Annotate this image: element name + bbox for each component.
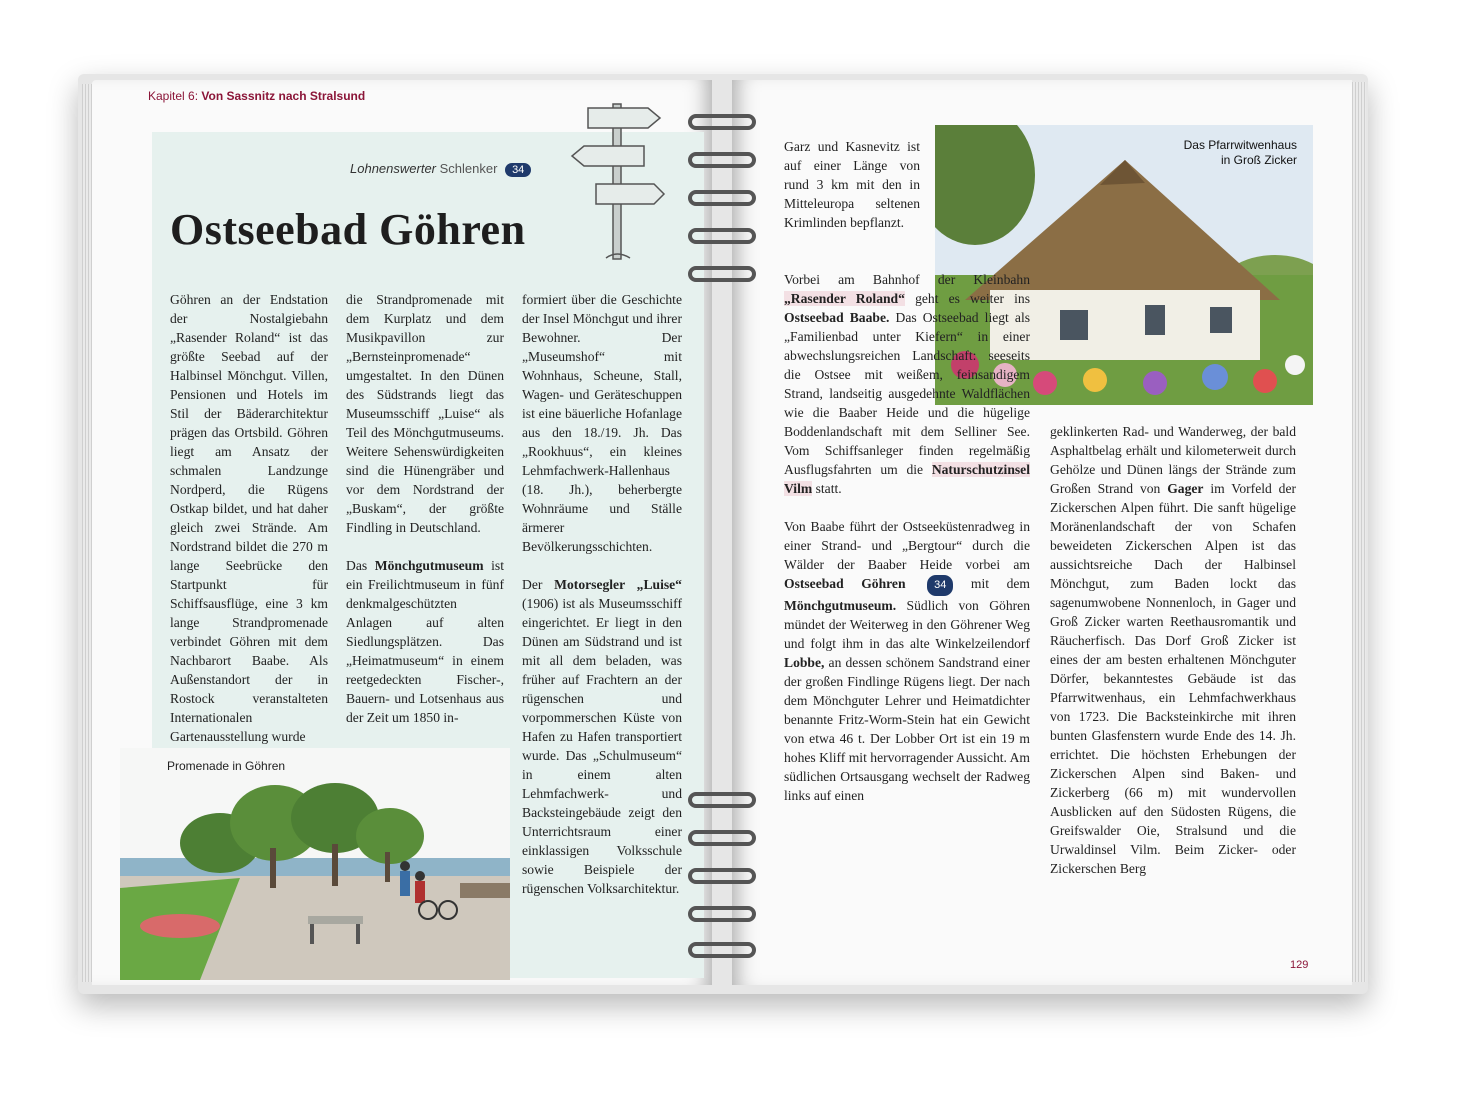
- text-column-4a: [784, 137, 920, 251]
- text-run: geklinkerten Rad- und Wanderweg, der bald Asphaltbelag erhält und kilometerweit durch Gehölze und Dünen längs der Strände zum Großen Strand von: [1050, 424, 1296, 496]
- text-run: Vorbei am Bahnhof der Kleinbahn: [784, 272, 1030, 287]
- binding-ring: [688, 790, 756, 810]
- kicker: [350, 161, 531, 177]
- chapter-header: [148, 89, 365, 103]
- text-column-4: [784, 270, 1030, 824]
- route-badge: 34: [927, 575, 953, 596]
- paragraph: [346, 556, 504, 727]
- binding-ring: [688, 226, 756, 246]
- paragraph: [522, 575, 682, 898]
- binding-ring: [688, 150, 756, 170]
- page-number: 129: [1290, 959, 1309, 971]
- text-run: Das: [346, 558, 368, 573]
- text-run: mit dem: [970, 576, 1030, 591]
- chapter-prefix: Kapitel 6:: [148, 89, 199, 103]
- kicker-regular: Schlenker: [439, 161, 498, 176]
- text-run: Der: [522, 577, 543, 592]
- caption-right-line1: Das Pfarrwitwenhaus: [1183, 138, 1297, 152]
- caption-right: [1184, 138, 1297, 168]
- caption-right-line2: in Groß Zicker: [1220, 153, 1297, 167]
- binding-ring: [688, 940, 756, 960]
- route-badge: 34: [505, 163, 531, 177]
- text-bold: Ostseebad Baabe.: [784, 310, 890, 325]
- text-column-2: [346, 290, 504, 746]
- paragraph: die Strandpromenade mit dem Kurplatz und dem Musikpavillon zur „Bernsteinpromenade“ umgestaltet. In den Dünen des Südstrands liegt das Museumsschiff „Luise“ als Teil des Mönchgutmuseums. Weitere Sehenswürdigkeiten sind die Hünengräber und vor dem Nordstrand der „Buskam“, der größte Findling in Deutschland.: [346, 292, 504, 535]
- text-bold: Mönchgutmuseum.: [784, 598, 897, 613]
- text-run: geht es weiter ins: [915, 291, 1030, 306]
- text-run: Von Baabe führt der Ostseeküstenradweg in einer Strand- und „Bergtour“ durch die Wälder der Baaber Heide vorbei am: [784, 519, 1030, 572]
- text-column-1: [170, 290, 328, 765]
- binding-ring: [688, 188, 756, 208]
- highlight-link[interactable]: „Rasender Roland“: [784, 291, 905, 306]
- text-bold: Gager: [1167, 481, 1204, 496]
- paragraph: formiert über die Geschichte der Insel Mönchgut und ihrer Bewohner. Der „Museumshof“ mit Wohnhaus, Scheune, Stall, Wagen- und Geräteschuppen ist eine bäuerliche Hofanlage aus den 18./19. Jh. Das „Rookhuus“, ein kleines Lehmfachwerk-Hallenhaus (18. Jh.), beherbergte Wohnräume und Ställe ärmerer Bevölkerungsschichten.: [522, 292, 682, 554]
- text-run: (1906) ist als Museumsschiff eingerichtet. Er liegt in den Dünen am Südstrand und ist mit all dem beladen, was früher auf Frachtern an der rügenschen und vorpommerschen Küste von Hafen zu Hafen transportiert wurde. Das „Schulmuseum“ in einem alten Lehmfachwerk- und Backsteingebäude zeigt den Unterrichtsraum einer einklassigen Volksschule sowie Beispiele der rügenschen Volksarchitektur.: [522, 596, 682, 896]
- text-run: Das Ostseebad liegt als „Familienbad unter Kiefern“ in einer abwechslungsreichen Landschaft: seeseits die Ostsee mit weißem, feinsandigem Strand, landseitig ausgedehnte Waldflächen wie die Baaber Heide und die hügelige Boddenlandschaft mit dem Selliner See. Vom Schiffsanleger finden regelmäßig Ausflugsfahrten um die: [784, 310, 1031, 477]
- text-column-5: [1050, 422, 1296, 897]
- text-run: statt.: [815, 481, 842, 496]
- paragraph: Garz und Kasnevitz ist auf einer Länge von rund 3 km mit den in Mitteleuropa seltenen Krimlinden bepflanzt.: [784, 139, 920, 230]
- text-column-3: [522, 290, 682, 917]
- text-run: im Vorfeld der Zickerschen Alpen führt. Die sanft hügelige Moränenlandschaft der von Schafen beweideten Zickerschen Alpen ist das aussichtsreiche Dach der Halbinsel Mönchgut, zum Baden lockt das sagenumwobene Nonnenloch, in Gager und Groß Zicker warten Reethausromantik und Räucherfisch. Das Dorf Groß Zicker ist eines der am besten erhaltenen Mönchguter Dörfer, bekanntestes Gebäude ist das Pfarrwitwenhaus, ein Lehmfachwerkhaus von 1723. Die Backsteinkirche mit ihren bunten Glasfenstern wurde Ende des 14. Jh. errichtet. Die höchsten Erhebungen der Zickerschen Alpen sind Baken- und Zickerberg (66 m) mit wundervollen Ausblicken auf den Südosten Rügens, die Greifswalder Oie, Stralsund und die Urwaldinsel Vilm. Beim Zicker- oder Zickerschen Berg: [1050, 481, 1297, 876]
- photo-promenade: [120, 748, 510, 980]
- text-bold: Motorsegler „Luise“: [554, 577, 682, 592]
- text-bold: Mönchgutmuseum: [374, 558, 484, 573]
- binding-ring: [688, 866, 756, 886]
- paragraph: [1050, 422, 1296, 878]
- binding-ring: [688, 264, 756, 284]
- page-title: Ostseebad Göhren: [170, 205, 526, 254]
- page-edges-right: [1350, 82, 1366, 982]
- text-run: Südlich von Göhren mündet der Weiterweg in den Göhrener Weg und folgt ihm in das alte Winkelzeilendorf: [784, 598, 1030, 651]
- text-run: an dessen schönem Sandstrand einer der großen Findlinge Rügens liegt. Der nach dem Mönchguter Lehrer und Heimatdichter benannte Fritz-Worm-Stein hat ein Gewicht von etwa 46 t. Der Lobber Ort ist ein 19 m hohes Kliff mit hervorragender Aussicht. Am südlichen Ortsausgang wechselt der Radweg links auf einen: [784, 655, 1030, 803]
- text-bold: Ostseebad Göhren: [784, 576, 906, 591]
- paragraph: [784, 270, 1030, 498]
- kicker-italic: Lohnenswerter: [350, 161, 436, 176]
- text-run: ist ein Freilichtmuseum in fünf denkmalgeschützten Anlagen auf alten Siedlungsplätzen. Das „Heimatmuseum“ in einem reetgedeckten Fischer-, Bauern- und Lotsenhaus aus der Zeit um 1850 in-: [346, 558, 504, 725]
- text-bold: Lobbe,: [784, 655, 825, 670]
- binding-ring: [688, 112, 756, 132]
- binding-ring: [688, 904, 756, 924]
- caption-left: Promenade in Göhren: [167, 759, 286, 773]
- chapter-title: Von Sassnitz nach Stralsund: [201, 89, 366, 103]
- paragraph: Göhren an der Endstation der Nostalgiebahn „Rasender Roland“ ist das größte Seebad auf der Halbinsel Mönchgut. Villen, Pensionen und Hotels im Stil der Bäderarchitektur prägen das Ortsbild. Göhren liegt am Ansatz der schmalen Landzunge Nordperd, die Rügens Ostkap bildet, und hat daher gleich zwei Strände. Am Nordstrand bildet die 270 m lange Seebrücke den Startpunkt für Schiffsausflüge, eine 3 km lange Strandpromenade verbindet Göhren mit dem Nachbarort Baabe. Als Außenstandort der in Rostock veranstalteten Internationalen Gartenausstellung wurde: [170, 292, 328, 744]
- promenade-image: [120, 748, 510, 980]
- signpost-icon: [566, 96, 676, 266]
- paragraph: [784, 517, 1030, 805]
- binding-ring: [688, 828, 756, 848]
- highlight-link[interactable]: Naturschutzinsel Vilm: [784, 462, 1030, 496]
